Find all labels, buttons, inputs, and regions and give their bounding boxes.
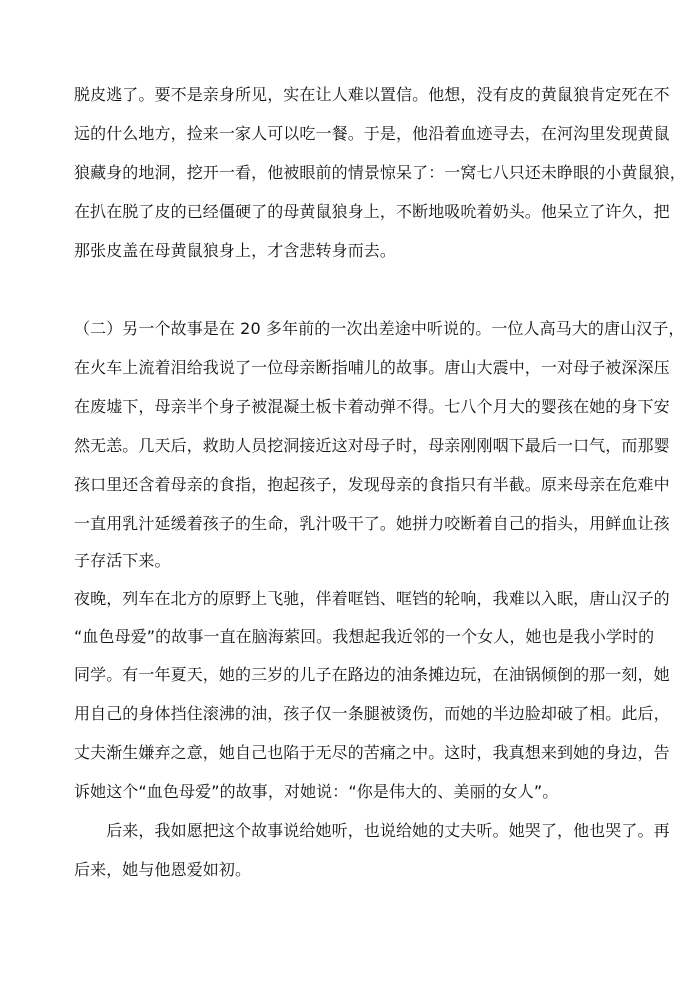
text-line: 用自己的身体挡住滚沸的油，孩子仅一条腿被烫伤，而她的半边脸却破了相。此后， — [74, 704, 670, 723]
text-line: 同学。有一年夏天，她的三岁的儿子在路边的油条摊边玩，在油锅倾倒的那一刻，她 — [74, 665, 670, 684]
text-line: 在扒在脱了皮的已经僵硬了的母黄鼠狼身上，不断地吸吮着奶头。他呆立了许久，把 — [74, 202, 670, 221]
text-line: 孩口里还含着母亲的食指，抱起孩子，发现母亲的食指只有半截。原来母亲在危难中 — [74, 475, 670, 494]
text-line: 夜晚，列车在北方的原野上飞驰，伴着哐铛、哐铛的轮响，我难以入眠，唐山汉子的 — [74, 589, 670, 608]
text-line: 子存活下来。 — [74, 551, 171, 570]
text-line: 丈夫渐生嫌弃之意，她自己也陷于无尽的苦痛之中。这时，我真想来到她的身边，告 — [74, 743, 670, 762]
text-line: 在火车上流着泪给我说了一位母亲断指哺儿的故事。唐山大震中，一对母子被深深压 — [74, 358, 670, 377]
text-line: 狼藏身的地洞，挖开一看，他被眼前的情景惊呆了：一窝七八只还未睁眼的小黄鼠狼， — [74, 163, 686, 182]
text-line: 后来，我如愿把这个故事说给她听，也说给她的丈夫听。她哭了，他也哭了。再 — [74, 821, 670, 840]
text-line: 远的什么地方，捡来一家人可以吃一餐。于是，他沿着血迹寻去，在河沟里发现黄鼠 — [74, 124, 670, 143]
text-line: 那张皮盖在母黄鼠狼身上，才含悲转身而去。 — [74, 241, 397, 260]
text-line: 一直用乳汁延缓着孩子的生命，乳汁吸干了。她拼力咬断着自己的指头，用鲜血让孩 — [74, 514, 670, 533]
text-line: 诉她这个“血色母爱”的故事，对她说：“你是伟大的、美丽的女人”。 — [74, 782, 559, 801]
text-line: 脱皮逃了。要不是亲身所见，实在让人难以置信。他想，没有皮的黄鼠狼肯定死在不 — [74, 85, 670, 104]
text-line: “血色母爱”的故事一直在脑海萦回。我想起我近邻的一个女人，她也是我小学时的 — [74, 627, 655, 646]
text-line: 后来，她与他恩爱如初。 — [74, 860, 252, 879]
text-line: 在废墟下，母亲半个身子被混凝土板卡着动弹不得。七八个月大的婴孩在她的身下安 — [74, 397, 670, 416]
text-line: （二）另一个故事是在 20 多年前的一次出差途中听说的。一位人高马大的唐山汉子， — [74, 319, 685, 338]
text-line: 然无恙。几天后，救助人员挖洞接近这对母子时，母亲刚刚咽下最后一口气，而那婴 — [74, 436, 670, 455]
